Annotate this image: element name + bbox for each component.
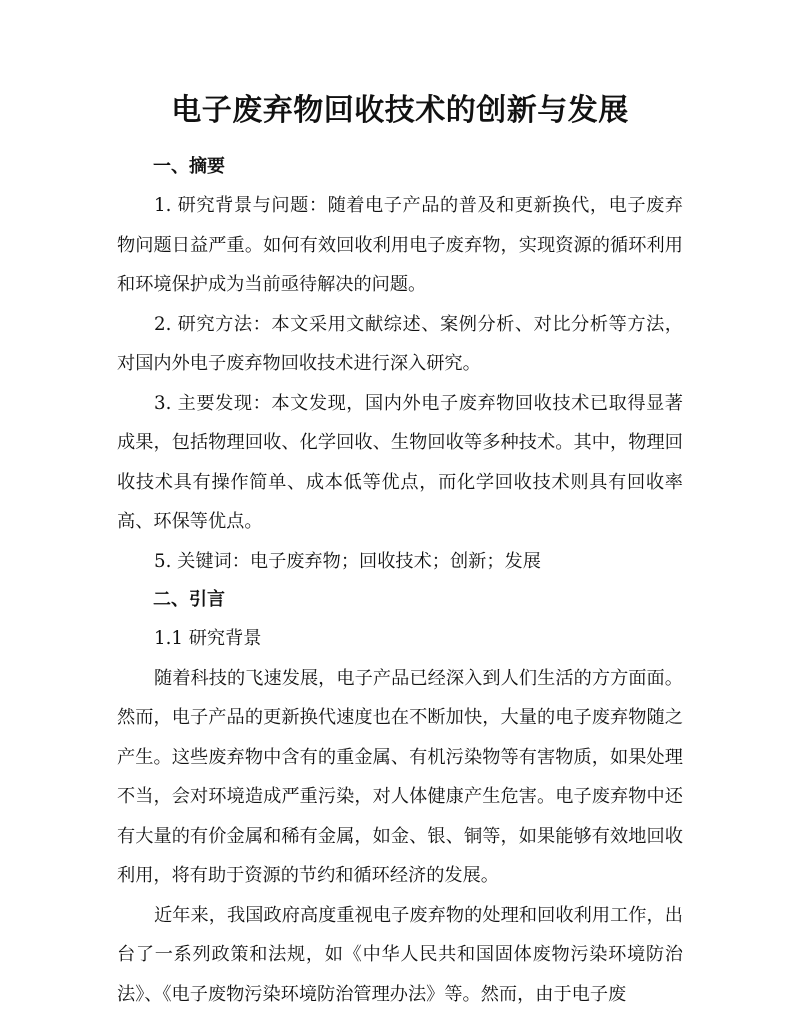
- abstract-item-method: 2. 研究方法：本文采用文献综述、案例分析、对比分析等方法，对国内外电子废弃物回收技术进行深入研究。: [117, 313, 683, 374]
- intro-paragraph: 近年来，我国政府高度重视电子废弃物的处理和回收利用工作，出台了一系列政策和法规，如《中华人民共和国固体废物污染环境防治法》、《电子废物污染环境防治管理办法》等。然而，由于电子废: [117, 904, 683, 1005]
- document-body: [117, 88, 683, 1014]
- abstract-item-background: 1. 研究背景与问题：随着电子产品的普及和更新换代，电子废弃物问题日益严重。如何有效回收利用电子废弃物，实现资源的循环利用和环境保护成为当前亟待解决的问题。: [117, 195, 683, 295]
- abstract-item-findings: 3. 主要发现：本文发现，国内外电子废弃物回收技术已取得显著成果，包括物理回收、化学回收、生物回收等多种技术。其中，物理回收技术具有操作简单、成本低等优点，而化学回收技术则具有回收率高、环保等优点。: [117, 392, 683, 532]
- intro-subheading: 1.1 研究背景: [154, 628, 262, 649]
- intro-paragraph: 随着科技的飞速发展，电子产品已经深入到人们生活的方方面面。然而，电子产品的更新换代速度也在不断加快，大量的电子废弃物随之产生。这些废弃物中含有的重金属、有机污染物等有害物质，如果处理不当，会对环境造成严重污染，对人体健康产生危害。电子废弃物中还有大量的有价金属和稀有金属，如金、银、铜等，如果能够有效地回收利用，将有助于资源的节约和循环经济的发展。: [117, 667, 683, 886]
- intro-heading: 二、引言: [153, 589, 225, 610]
- abstract-item-keywords: 5. 关键词：电子废弃物；回收技术；创新；发展: [154, 550, 541, 572]
- abstract-heading: 一、摘要: [153, 156, 225, 177]
- document-title: 电子废弃物回收技术的创新与发展: [171, 93, 629, 128]
